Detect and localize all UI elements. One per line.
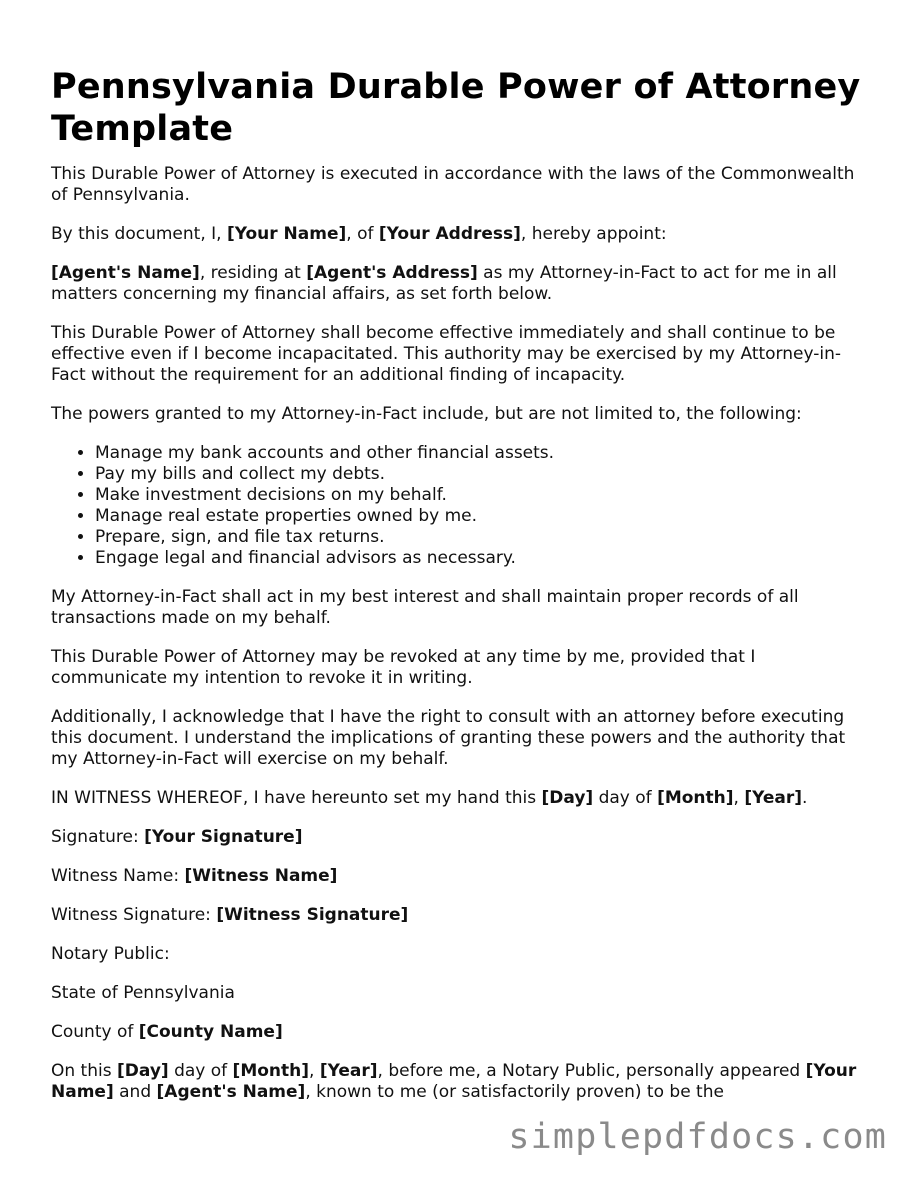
witness-whereof-text: day of [593, 788, 658, 808]
notary-clause-paragraph [51, 1061, 871, 1103]
agent-address-placeholder: [Agent's Address] [306, 263, 478, 283]
your-name-placeholder: [Your Name] [226, 224, 347, 244]
appointment-text: By this document, I, [51, 224, 227, 244]
notary-clause-text: , [309, 1061, 320, 1081]
notary-clause-text: day of [168, 1061, 233, 1081]
appointment-text: , hereby appoint: [520, 224, 667, 244]
witness-name-label: Witness Name: [51, 866, 185, 886]
county-line [51, 1022, 871, 1043]
witness-whereof-paragraph [51, 788, 871, 809]
witness-name-line [51, 866, 871, 887]
witness-signature-placeholder: [Witness Signature] [216, 905, 409, 925]
county-placeholder: [County Name] [138, 1022, 283, 1042]
notary-clause-text: , known to me (or satisfactorily proven) to be the [305, 1082, 724, 1102]
month-placeholder: [Month] [232, 1061, 310, 1081]
witness-signature-line [51, 905, 871, 926]
list-item: • Prepare, sign, and file tax returns. [95, 527, 871, 548]
witness-whereof-text: IN WITNESS WHEREOF, I have hereunto set my hand this [51, 788, 542, 808]
your-address-placeholder: [Your Address] [378, 224, 521, 244]
list-item: • Manage my bank accounts and other financial assets. [95, 443, 871, 464]
intro-paragraph: This Durable Power of Attorney is executed in accordance with the laws of the Commonwealth of Pennsylvania. [51, 164, 855, 205]
county-label: County of [51, 1022, 139, 1042]
witness-signature-label: Witness Signature: [51, 905, 217, 925]
document-page [51, 66, 871, 1121]
revoke-paragraph: This Durable Power of Attorney may be revoked at any time by me, provided that I communicate my intention to revoke it in writing. [51, 647, 756, 688]
list-item: • Pay my bills and collect my debts. [95, 464, 871, 485]
notary-clause-text: , before me, a Notary Public, personally appeared [377, 1061, 806, 1081]
best-interest-paragraph: My Attorney-in-Fact shall act in my best interest and shall maintain proper records of all transactions made on my behalf. [51, 587, 799, 628]
document-title: Pennsylvania Durable Power of Attorney Template [51, 67, 861, 149]
appointment-text: , of [346, 224, 379, 244]
witness-whereof-text: , [733, 788, 745, 808]
notary-public-label: Notary Public: [51, 944, 170, 964]
list-item: • Engage legal and financial advisors as necessary. [95, 548, 871, 569]
list-item: • Manage real estate properties owned by me. [95, 506, 871, 527]
agent-text: , residing at [199, 263, 307, 283]
powers-list [51, 443, 871, 569]
month-placeholder: [Month] [657, 788, 734, 808]
acknowledge-paragraph: Additionally, I acknowledge that I have the right to consult with an attorney before executing this document. I understand the implications of granting these powers and the authority that my Attorney-in-Fact will exercise on my behalf. [51, 707, 846, 769]
signature-placeholder: [Your Signature] [144, 827, 303, 847]
signature-label: Signature: [51, 827, 145, 847]
day-placeholder: [Day] [541, 788, 594, 808]
agent-text: as my Attorney-in-Fact to act for me in all matters concerning my financial affairs, as set forth below. [51, 263, 837, 304]
agent-paragraph [51, 263, 871, 305]
signature-line [51, 827, 871, 848]
agent-name-placeholder: [Agent's Name] [156, 1082, 306, 1102]
day-placeholder: [Day] [116, 1061, 169, 1081]
notary-clause-text: and [113, 1082, 157, 1102]
witness-name-placeholder: [Witness Name] [184, 866, 338, 886]
agent-name-placeholder: [Agent's Name] [51, 263, 200, 283]
witness-whereof-text: . [802, 788, 808, 808]
appointment-paragraph [51, 224, 871, 245]
year-placeholder: [Year] [744, 788, 803, 808]
state-line: State of Pennsylvania [51, 983, 235, 1003]
your-name-placeholder: [Your Name] [51, 1061, 857, 1102]
watermark: simplepdfdocs.com [508, 1117, 887, 1157]
notary-clause-text: On this [51, 1061, 117, 1081]
powers-intro-paragraph: The powers granted to my Attorney-in-Fact include, but are not limited to, the following: [51, 404, 802, 424]
list-item: • Make investment decisions on my behalf. [95, 485, 871, 506]
effective-paragraph: This Durable Power of Attorney shall become effective immediately and shall continue to be effective even if I become incapacitated. This authority may be exercised by my Attorney-in-Fact without the requirement for an additional finding of incapacity. [51, 323, 842, 385]
year-placeholder: [Year] [319, 1061, 378, 1081]
